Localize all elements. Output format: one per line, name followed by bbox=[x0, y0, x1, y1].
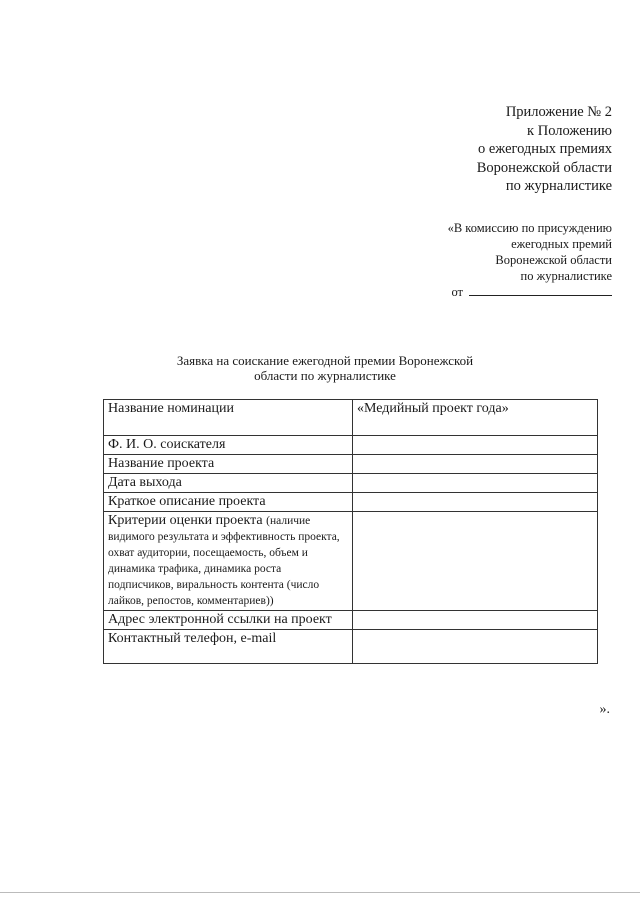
row-label: Краткое описание проекта bbox=[104, 493, 353, 512]
application-title-line: Заявка на соискание ежегодной премии Воронежской bbox=[176, 353, 474, 368]
from-blank-field[interactable] bbox=[469, 284, 612, 296]
appendix-line: Приложение № 2 bbox=[505, 104, 612, 120]
row-label-cell bbox=[104, 512, 353, 611]
row-label: Ф. И. О. соискателя bbox=[104, 436, 353, 455]
table-row bbox=[104, 630, 598, 664]
row-value[interactable] bbox=[353, 436, 598, 455]
table-row bbox=[104, 436, 598, 455]
commission-line: «В комиссию по присуждению bbox=[447, 221, 612, 235]
from-label: от bbox=[451, 285, 463, 299]
commission-line: по журналистике bbox=[520, 269, 612, 283]
row-label: Адрес электронной ссылки на проект bbox=[104, 611, 353, 630]
table-row bbox=[104, 455, 598, 474]
row-label: Критерии оценки проекта bbox=[108, 513, 263, 528]
row-value[interactable] bbox=[353, 630, 598, 664]
table-row bbox=[104, 611, 598, 630]
row-value[interactable] bbox=[353, 455, 598, 474]
row-label: Название номинации bbox=[104, 400, 353, 436]
row-value[interactable] bbox=[353, 474, 598, 493]
table-row bbox=[104, 512, 598, 611]
row-value[interactable] bbox=[353, 493, 598, 512]
appendix-line: к Положению bbox=[527, 122, 612, 139]
appendix-header bbox=[477, 103, 612, 196]
row-value[interactable] bbox=[353, 512, 598, 611]
row-label: Контактный телефон, e-mail bbox=[104, 630, 353, 664]
appendix-line: по журналистике bbox=[505, 178, 612, 194]
row-label: Название проекта bbox=[104, 455, 353, 474]
table-row bbox=[104, 400, 598, 436]
row-label-note: (наличие видимого результата и эффективность проекта, охват аудитории, посещаемость, объем и динамика трафика, динамика роста подписчиков, виральность контента (число лайков, репостов, комментариев)) bbox=[108, 515, 340, 607]
appendix-line: о ежегодных премиях bbox=[477, 141, 612, 157]
row-label: Дата выхода bbox=[104, 474, 353, 493]
scan-edge-divider bbox=[0, 892, 640, 893]
row-value[interactable] bbox=[353, 611, 598, 630]
commission-line: Воронежской области bbox=[495, 253, 612, 267]
application-title-line: области по журналистике bbox=[254, 368, 396, 383]
commission-line: ежегодных премий bbox=[511, 237, 612, 251]
table-row bbox=[104, 493, 598, 512]
closing-quote: ». bbox=[599, 702, 610, 717]
commission-address bbox=[448, 220, 612, 300]
application-form-table bbox=[103, 399, 598, 664]
from-line bbox=[451, 284, 612, 300]
appendix-line: Воронежской области bbox=[476, 159, 612, 176]
application-title bbox=[150, 353, 500, 383]
table-row bbox=[104, 474, 598, 493]
row-value: «Медийный проект года» bbox=[353, 400, 598, 436]
